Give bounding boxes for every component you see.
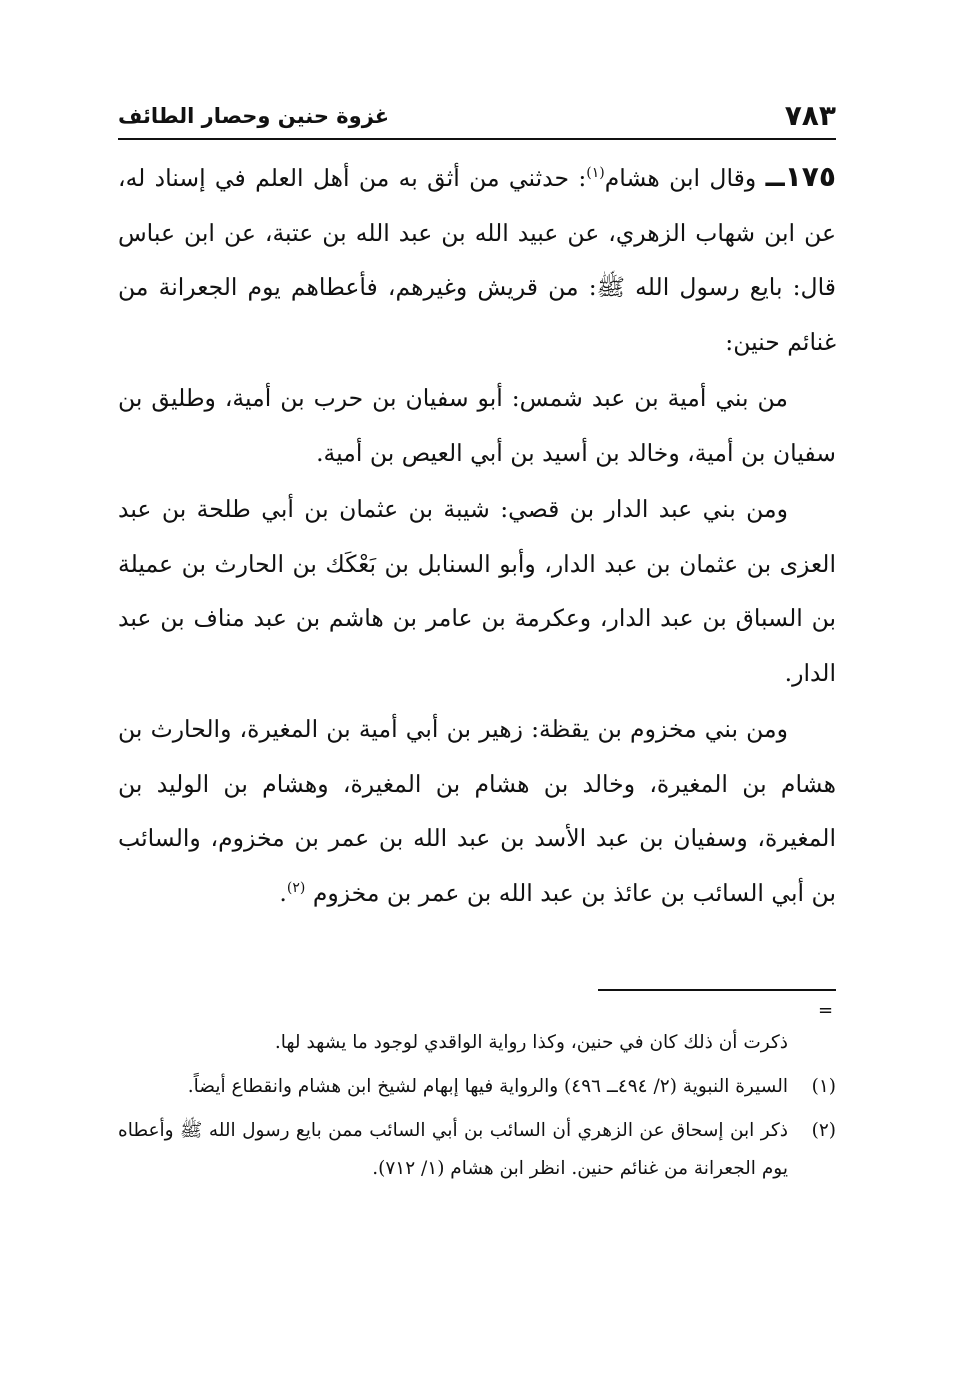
page-header xyxy=(118,96,836,136)
footnotes xyxy=(118,1024,836,1194)
paragraph-bani-abd-al-dar: ومن بني عبد الدار بن قصي: شيبة بن عثمان بن أبي طلحة بن عبد العزى بن عثمان بن عبد الدار، وأبو السنابل بن بَعْكَك بن الحارث بن عميلة بن السباق بن عبد الدار، وعكرمة بن عامر بن هاشم بن عبد مناف بن عبد الدار. xyxy=(118,495,836,687)
header-rule xyxy=(118,138,836,140)
footnote-continuation-marker: = xyxy=(818,1000,834,1021)
paragraph-text: ومن بني مخزوم بن يقظة: زهير بن أبي أمية بن المغيرة، والحارث بن هشام بن المغيرة، وخالد بن هشام بن المغيرة، وهشام بن الوليد بن المغيرة، وسفيان بن عبد الأسد بن عبد الله بن عمر بن مخزوم، والسائب بن أبي السائب بن عائذ بن عبد الله بن عمر بن مخزوم xyxy=(118,715,836,907)
footnote-continuation: ذكرت أن ذلك كان في حنين، وكذا رواية الواقدي لوجود ما يشهد لها. xyxy=(274,1032,788,1053)
page-number: ٧٨٣ xyxy=(784,99,836,132)
footnote-1 xyxy=(118,1068,836,1106)
paragraph-text: . xyxy=(279,878,287,907)
footnote-separator xyxy=(598,989,836,991)
paragraph-hadith-175 xyxy=(118,150,836,369)
footnote-2 xyxy=(118,1112,836,1188)
hadith-number: ١٧٥ــ xyxy=(765,160,836,193)
paragraph-bani-makhzum xyxy=(118,702,836,920)
paragraph-text: وقال ابن هشام xyxy=(604,164,757,192)
footnote-mark: (٢) xyxy=(811,1120,836,1141)
footnote-reference[interactable]: (١) xyxy=(586,165,605,182)
paragraph-text: : حدثني من أثق به من أهل العلم في إسناد له، عن ابن شهاب الزهري، عن عبيد الله بن عبد الله بن عتبة، عن ابن عباس قال: بايع رسول الله ﷺ: من قريش وغيرهم، فأعطاهم يوم الجعرانة من غنائم حنين: xyxy=(118,164,837,356)
main-text xyxy=(118,150,836,922)
footnote-text: السيرة النبوية (٢/ ٤٩٤ــ ٤٩٦) والرواية فيها إبهام لشيخ ابن هشام وانقطاع أيضاً. xyxy=(187,1076,788,1097)
footnote-text: ذكر ابن إسحاق عن الزهري أن السائب بن أبي السائب ممن بايع رسول الله ﷺ وأعطاه يوم الجعرانة من غنائم حنين. انظر ابن هشام (١/ ٧١٢). xyxy=(118,1120,788,1179)
paragraph-bani-umayya: من بني أمية بن عبد شمس: أبو سفيان بن حرب بن أمية، وطليق بن سفيان بن أمية، وخالد بن أسيد بن أبي العيص بن أمية. xyxy=(118,384,836,467)
footnote-reference[interactable]: (٢) xyxy=(286,879,306,896)
footnote-mark: (١) xyxy=(811,1076,836,1097)
running-title: غزوة حنين وحصار الطائف xyxy=(118,104,390,128)
